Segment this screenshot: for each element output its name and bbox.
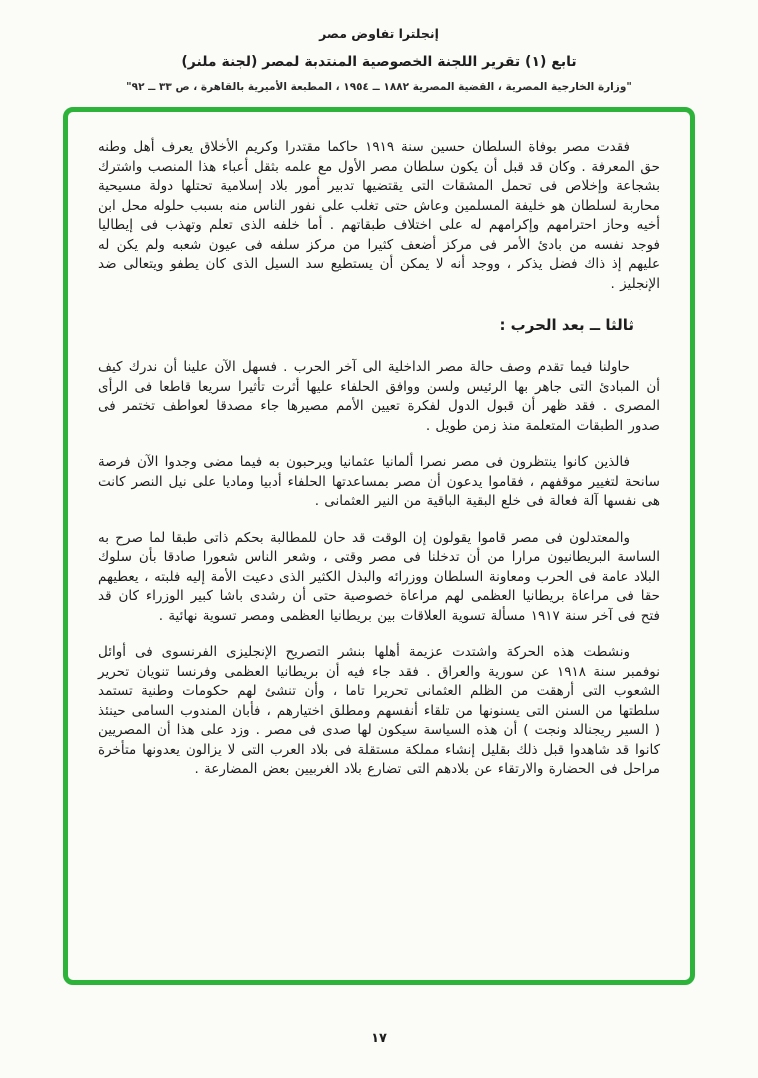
body-paragraph: فالذين كانوا ينتظرون فى مصر نصرا ألمانيا عثمانيا ويرحبون به فيما مضى وجدوا الآن فرصة سانحة لتغيير موقفهم ، فقاموا يدعون أن مصر بمساعدتها الحلفاء أدبيا وماديا على نيل النصر كانت هى نفسها آلة فعالة فى خلع البقية الباقية من النير العثمانى . [98, 454, 660, 509]
page-number: ١٧ [371, 1031, 387, 1046]
document-title: إنجلترا تفاوض مصر [319, 26, 439, 41]
body-paragraph: فقدت مصر بوفاة السلطان حسين سنة ١٩١٩ حاكما مقتدرا وكريم الأخلاق يعرف أهل وطنه حق المعرفة . وكان قد قبل أن يكون سلطان مصر الأول مع علمه بثقل أعباء هذا المنصب واشترك بشجاعة وإخلاص فى تحمل المشقات التى يقتضيها تدبير أمور بلاد إسلامية تحتلها دولة مسيحية محاربة لسلطان هو خليفة المسلمين وعاش حتى تغلب على نفور الناس منه بسبب حلوله محل ابن أخيه وحاز احترامهم وإكرامهم له على اختلاف طبقاتهم . أما خلفه الذى تعلم وتهذب فى إيطاليا فوجد نفسه من بادئ الأمر فى مركز أضعف كثيرا من مركز سلفه فى عيون شعبه ولم يكن له عليهم إذ ذاك فضل يذكر ، ووجد أنه لا يمكن أن يستطيع سد السيل الذى كان يطفو ويتعالى ضد الإنجليز . [98, 139, 660, 292]
body-paragraph: حاولنا فيما تقدم وصف حالة مصر الداخلية الى آخر الحرب . فسهل الآن علينا أن ندرك كيف أن المبادئ التى جاهر بها الرئيس ولسن ووافق الحلفاء عليها أثرت تأثيرا سريعا قاطعا فى الرأى المصرى . فقد ظهر أن قبول الدول لفكرة تعيين الأمم مصيرها جاء مصدقا لعواطف تختمر فى صدور الطبقات المتعلمة منذ زمن طويل . [98, 359, 660, 434]
body-paragraph: ونشطت هذه الحركة واشتدت عزيمة أهلها بنشر التصريح الإنجليزى الفرنسوى فى أوائل نوفمبر سنة ١٩١٨ عن سورية والعراق . فقد جاء فيه أن بريطانيا العظمى وفرنسا تنويان تحرير الشعوب التى أرهقت من الظلم العثمانى تحريرا تاما ، وأن تنشئ لهم حكومات وطنية تستمد سلطتها من السنن التى يسنونها من تلقاء أنفسهم ومطلق اختيارهم ، فأبان المندوب السامى حينئذ ( السير ريجنالد ونجت ) أن هذه السياسة سيكون لها صدى فى مصر . وزد على هذا أن المصريين كانوا قد شاهدوا قبل ذلك بقليل إنشاء مملكة مستقلة فى بلاد العرب التى لا يزالون يعدونها متأخرة مراحل فى الحضارة والارتقاء عن بلادهم التى تضارع بلاد الغربيين بعض المضارعة . [98, 644, 660, 777]
document-header [0, 0, 758, 93]
bordered-text-frame [63, 107, 695, 985]
section-heading: ثالثا ــ بعد الحرب : [499, 316, 634, 334]
source-citation: "وزارة الخارجية المصرية ، القضية المصرية ١٨٨٢ ــ ١٩٥٤ ، المطبعة الأميرية بالقاهرة ، ص ٣٣ ــ ٩٢" [126, 81, 632, 93]
body-paragraph: والمعتدلون فى مصر قاموا يقولون إن الوقت قد حان للمطالبة بحكم ذاتى طبقا لما صرح به الساسة البريطانيون مرارا من أن تدخلنا فى مصر وقتى ، وشعر الناس شعورا صادقا بأن سلوك البلاد عامة فى الحرب ومعاونة السلطان ووزرائه والبذل الكثير الذى دعيت الأمة إليه فلبته ، يعطيهم حقا فى مراعاة بريطانيا العظمى لهم مراعاة خصوصية حتى أن رشدى باشا كبير الوزراء كان قد فتح فى آخر سنة ١٩١٧ مسألة تسوية العلاقات بين بريطانيا العظمى ومصر تسوية نهائية . [98, 529, 660, 624]
document-subtitle: تابع (١) تقرير اللجنة الخصوصية المنتدبة لمصر (لجنة ملنر) [181, 54, 577, 70]
